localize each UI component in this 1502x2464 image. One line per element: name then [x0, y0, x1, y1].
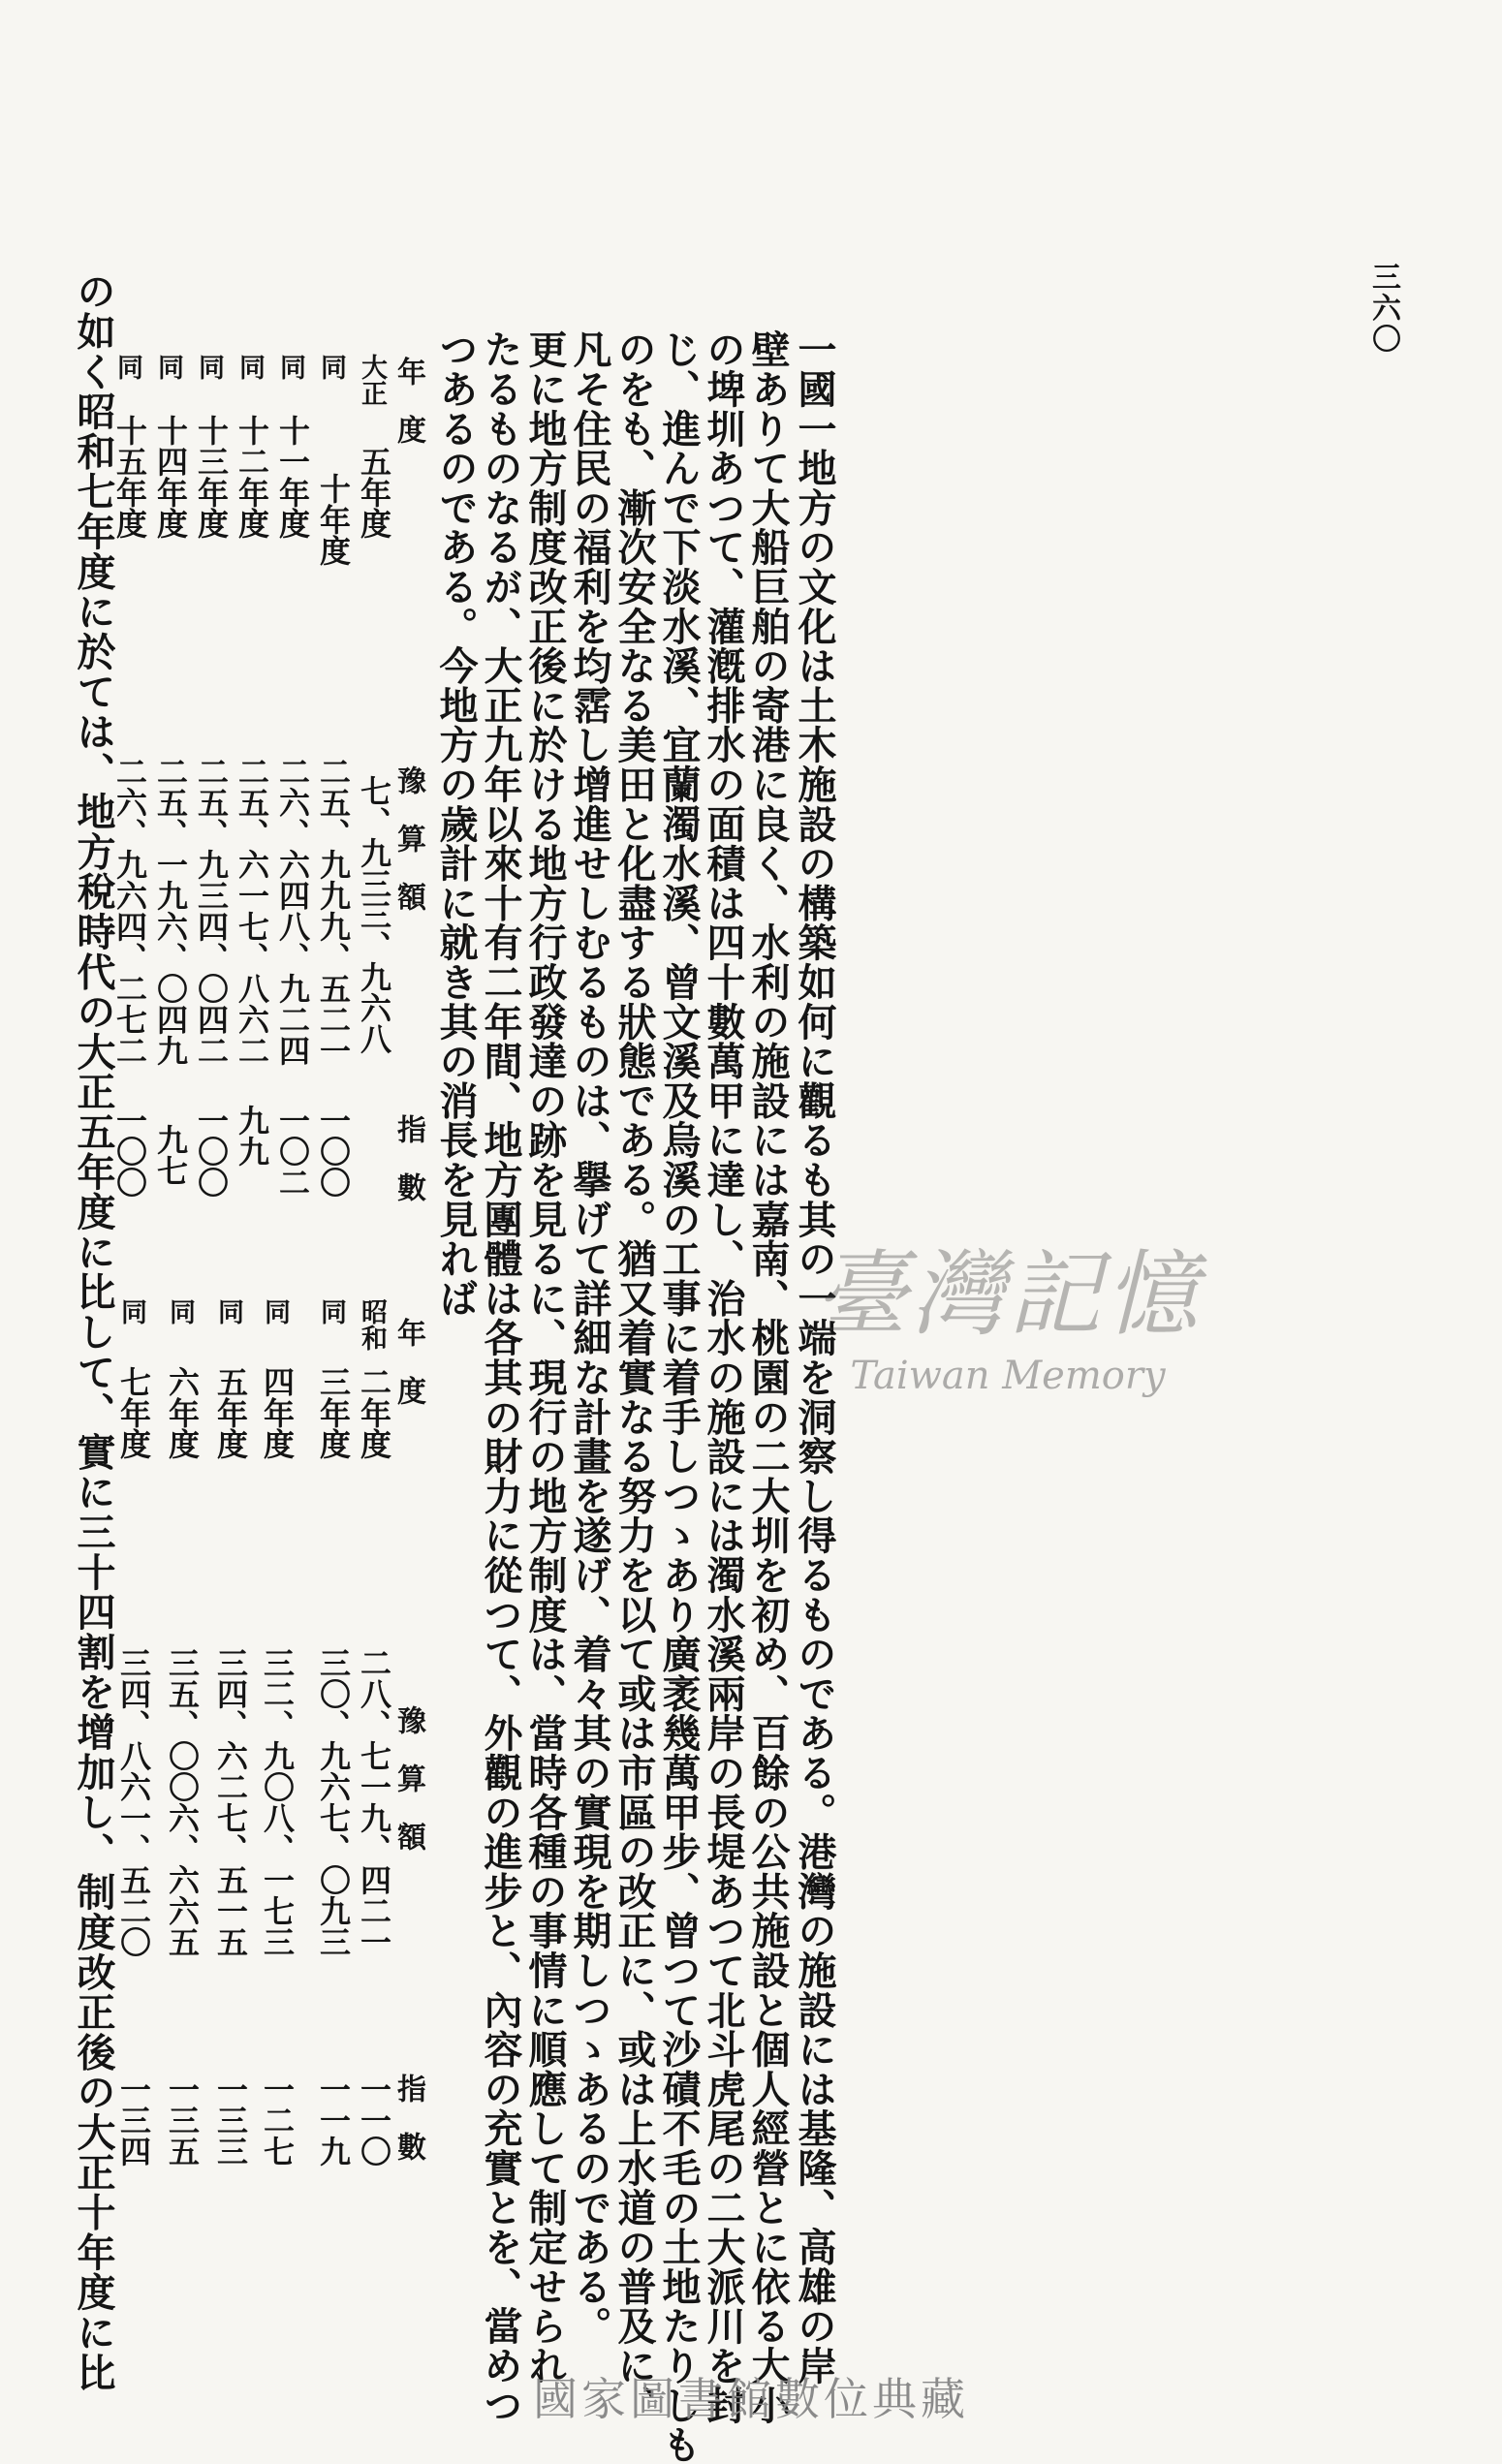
text-column: 壁ありて大船巨舶の寄港に良く、水利の施設には嘉南、桃園の二大圳を初め、百餘の公共施設と個人經營とに依る大小	[745, 329, 791, 2425]
table-header-year: 年 度	[391, 357, 425, 444]
table-cell-budget: 三五、〇〇六、六六五	[164, 1647, 201, 1957]
table-cell-year: 十一年度	[274, 415, 311, 539]
table-cell-index: 一一〇	[356, 2074, 392, 2167]
table-cell-index: 一一九	[315, 2074, 352, 2167]
table-cell-index: 一三四	[115, 2074, 152, 2167]
table-cell-era: 同	[116, 1298, 146, 1325]
text-column: のをも、漸次安全なる美田と化盡する狀態である。猶又着實なる努力を以て或は市區の改正に、或は上水道の普及に、	[611, 329, 657, 2425]
table-cell-budget: 二五、九九九、五二一	[315, 756, 352, 1066]
page-number: 三六〇	[1366, 262, 1400, 355]
table-cell-era: 同	[213, 1298, 243, 1325]
table-cell-era: 昭和	[357, 1298, 387, 1351]
text-column: の埤圳あつて、灌漑排水の面積は四十數萬甲に達し、治水の施設には濁水溪兩岸の長堤あつて北斗虎尾の二大派川を封	[701, 329, 746, 2425]
table-cell-year: 十三年度	[193, 415, 230, 539]
watermark-chinese: 臺灣記憶	[814, 1240, 1202, 1349]
text-column: 凡そ住民の福利を均霑し增進せしむるものは、擧げて詳細な計畫を遂げ、着々其の實現を期しつゝあるのである。	[567, 329, 612, 2346]
table-cell-era: 同	[165, 1298, 195, 1325]
table-cell-year: 十五年度	[111, 415, 148, 539]
table-cell-index: 九七	[152, 1124, 189, 1186]
table-cell-index: 一〇〇	[193, 1105, 230, 1198]
table-cell-index: 一三五	[164, 2074, 201, 2167]
table-cell-year: 四年度	[259, 1366, 296, 1459]
table-cell-year: 二年度	[356, 1366, 392, 1459]
table-cell-era: 同	[316, 354, 346, 380]
table-cell-year: 十年度	[315, 473, 352, 566]
table-cell-index: 一〇二	[274, 1105, 311, 1198]
table-cell-year: 三年度	[315, 1366, 352, 1459]
table-cell-era: 同	[235, 354, 265, 380]
table-cell-budget: 三四、八六一、五二〇	[115, 1647, 152, 1957]
table-header-budget: 豫 算 額	[391, 765, 425, 911]
table-cell-era: 同	[316, 1298, 346, 1325]
text-column: 一國一地方の文化は土木施設の構築如何に觀るも其の一端を洞察し得るものである。港灣の施設には基隆、高雄の岸	[792, 329, 837, 2386]
table-header-index: 指 數	[391, 2074, 425, 2161]
table-cell-budget: 二六、九六四、二七二	[111, 756, 148, 1066]
text-column: じ、進んで下淡水溪、宜蘭濁水溪、曾文溪及烏溪の工事に着手しつゝあり廣袤幾萬甲步、曾つて沙磧不毛の土地たりしも	[656, 329, 702, 2464]
text-column: 更に地方制度改正後に於ける地方行政發達の跡を見るに、現行の地方制度は、當時各種の事情に順應して制定せられ	[522, 329, 568, 2386]
table-cell-year: 六年度	[164, 1366, 201, 1459]
closing-text-column: の如く昭和七年度に於ては、地方稅時代の大正五年度に比して、實に三十四割を增加し、制度改正後の大正十年度に比	[71, 271, 116, 2392]
footer-archive-credit: 國家圖書館數位典藏	[533, 2373, 969, 2425]
watermark-english: Taiwan Memory	[850, 1354, 1166, 1398]
table-cell-budget: 三〇、九六七、〇九三	[315, 1647, 352, 1957]
table-cell-era: 同	[260, 1298, 290, 1325]
table-cell-year: 十四年度	[152, 415, 189, 539]
table-cell-budget: 二八、七一九、四二一	[356, 1647, 392, 1957]
table-header-budget: 豫 算 額	[391, 1705, 425, 1851]
table-cell-year: 五年度	[212, 1366, 249, 1459]
table-cell-year: 五年度	[356, 446, 392, 539]
table-cell-year: 十二年度	[234, 415, 270, 539]
table-cell-index: 一三三	[212, 2074, 249, 2167]
table-cell-era: 同	[112, 354, 142, 380]
table-header-year: 年 度	[391, 1318, 425, 1405]
text-column: たるものなるが、大正九年以來十有二年間、地方團體は各其の財力に從つて、外觀の進步と、內容の充實とを、當めつ	[478, 329, 523, 2425]
text-column: つあるのである。今地方の歲計に就き其の消長を見れば	[433, 329, 479, 1318]
table-cell-index: 一二七	[259, 2074, 296, 2167]
table-cell-era: 同	[153, 354, 183, 380]
table-cell-index: 九九	[234, 1105, 270, 1167]
table-cell-budget: 三四、六二七、五一五	[212, 1647, 249, 1957]
table-cell-budget: 二五、六一七、八六二	[234, 756, 270, 1066]
table-cell-year: 七年度	[115, 1366, 152, 1459]
table-cell-era: 同	[275, 354, 305, 380]
table-cell-budget: 二六、六四八、九二四	[274, 756, 311, 1066]
table-cell-budget: 七、九三三、九六八	[356, 775, 392, 1054]
table-cell-budget: 二五、九三四、〇四二	[193, 756, 230, 1066]
table-cell-budget: 二五、一九六、〇四九	[152, 756, 189, 1066]
table-cell-budget: 三二、九〇八、一七三	[259, 1647, 296, 1957]
table-cell-index: 一〇〇	[111, 1105, 148, 1198]
table-header-index: 指 數	[391, 1114, 425, 1201]
table-cell-era: 大正	[357, 354, 387, 406]
table-cell-era: 同	[194, 354, 224, 380]
table-cell-index: 一〇〇	[315, 1105, 352, 1198]
